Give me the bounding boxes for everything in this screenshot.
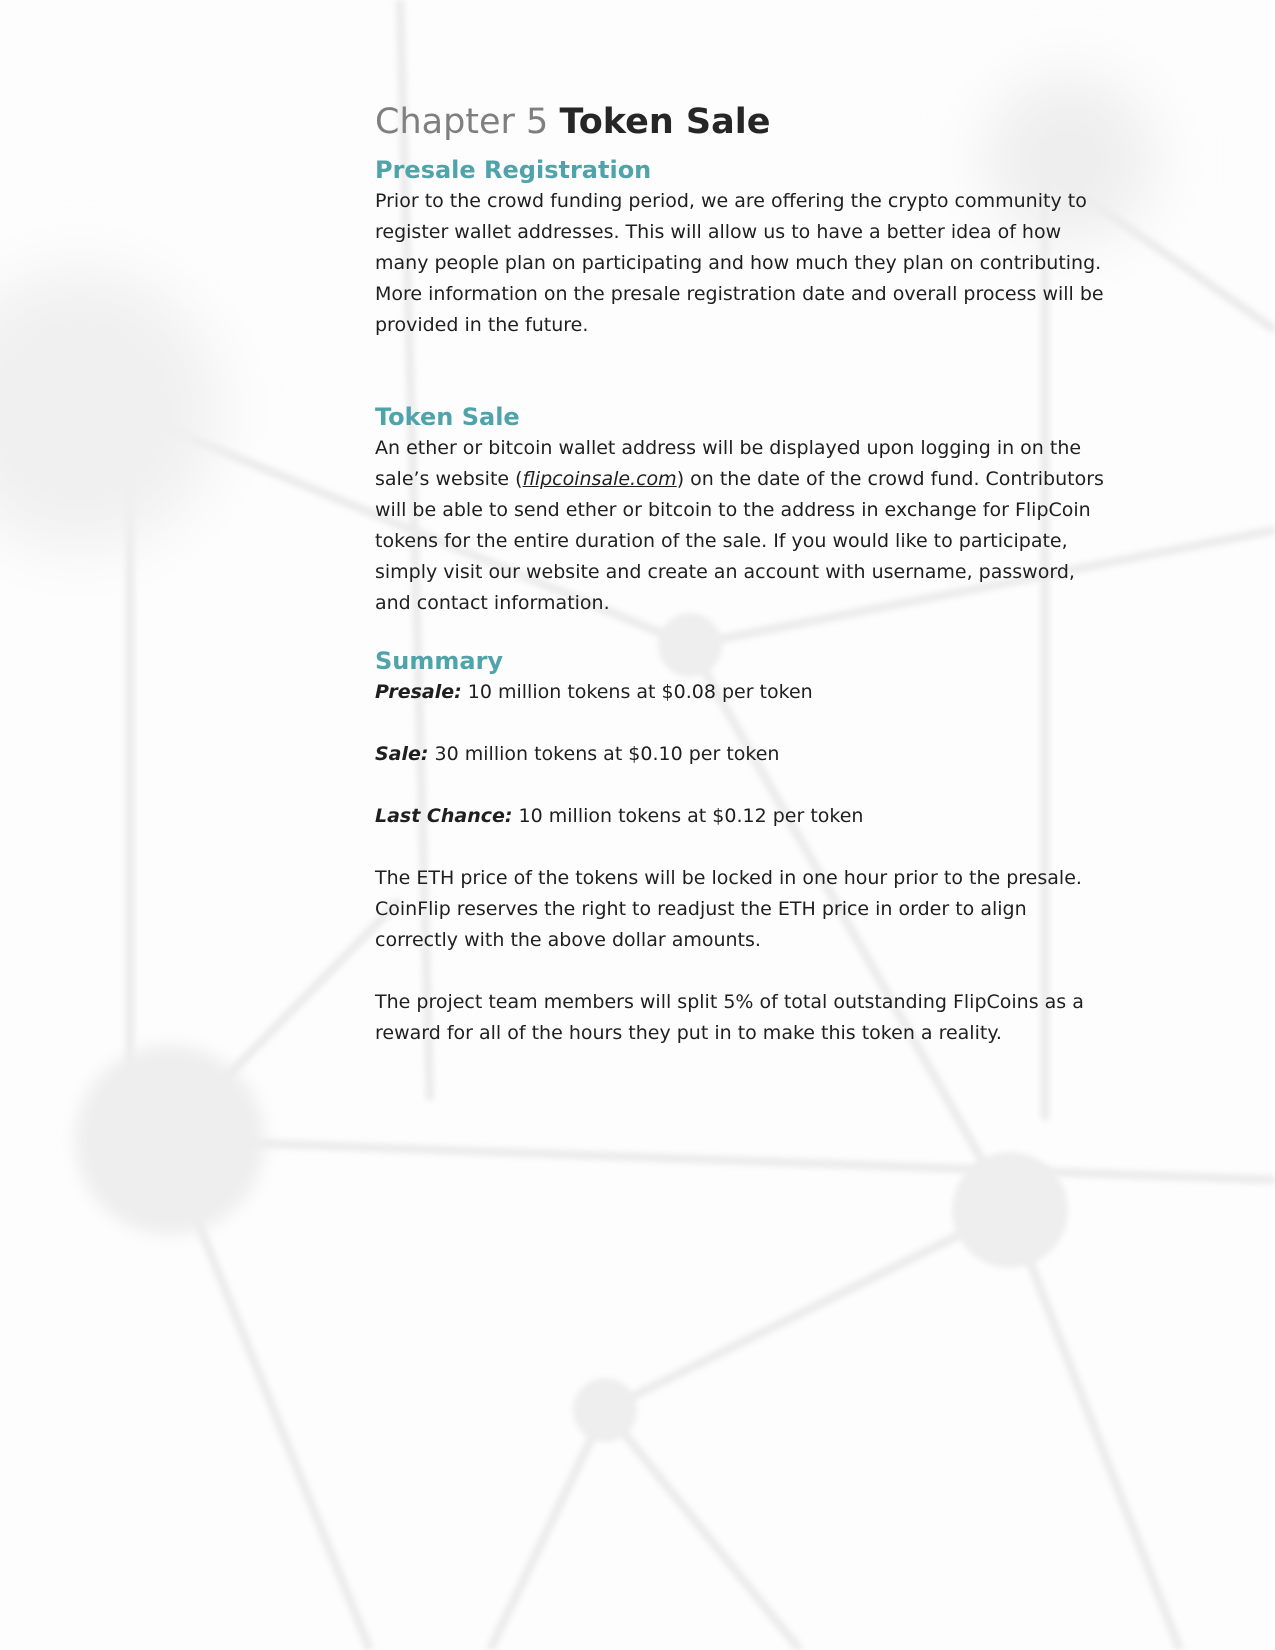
tier-text: 10 million tokens at $0.12 per token bbox=[512, 805, 864, 827]
tier-text: 30 million tokens at $0.10 per token bbox=[428, 743, 780, 765]
chapter-name: Token Sale bbox=[559, 102, 771, 142]
summary-tier-last-chance bbox=[375, 801, 1115, 832]
token-sale-body bbox=[375, 433, 1115, 619]
tier-label: Sale: bbox=[375, 743, 429, 765]
presale-registration-heading: Presale Registration bbox=[375, 156, 652, 184]
chapter-title bbox=[375, 96, 1115, 148]
flipcoinsale-link[interactable]: flipcoinsale.com bbox=[522, 468, 677, 490]
summary-tier-presale bbox=[375, 677, 1115, 708]
eth-price-note: The ETH price of the tokens will be locked in one hour prior to the presale. CoinFlip reserves the right to readjust the ETH price in order to align correctly with the above dollar amounts. bbox=[375, 867, 1082, 951]
token-sale-body-end: ) on the date of the crowd fund. Contributors will be able to send ether or bitcoin to the address in exchange for FlipCoin tokens for the entire duration of the sale. If you would like to participate, simply visit our website and create an account with username, password, and contact information. bbox=[375, 468, 1104, 614]
summary-heading: Summary bbox=[375, 647, 504, 675]
summary-tier-sale bbox=[375, 739, 1115, 770]
document-page bbox=[375, 96, 1115, 1049]
team-reward-note: The project team members will split 5% of total outstanding FlipCoins as a reward for all of the hours they put in to make this token a reality. bbox=[375, 991, 1084, 1044]
tier-label: Presale: bbox=[375, 681, 462, 703]
tier-label: Last Chance: bbox=[375, 805, 513, 827]
presale-registration-body: Prior to the crowd funding period, we are offering the crypto community to register wallet addresses. This will allow us to have a better idea of how many people plan on participating and how much they plan on contributing. More information on the presale registration date and overall process will be provided in the future. bbox=[375, 190, 1104, 336]
token-sale-heading: Token Sale bbox=[375, 403, 520, 431]
token-sale-body-start: An ether or bitcoin wallet address will be displayed upon logging in on the sale’s website ( bbox=[375, 437, 1082, 490]
chapter-number: Chapter 5 bbox=[375, 102, 549, 142]
tier-text: 10 million tokens at $0.08 per token bbox=[461, 681, 813, 703]
